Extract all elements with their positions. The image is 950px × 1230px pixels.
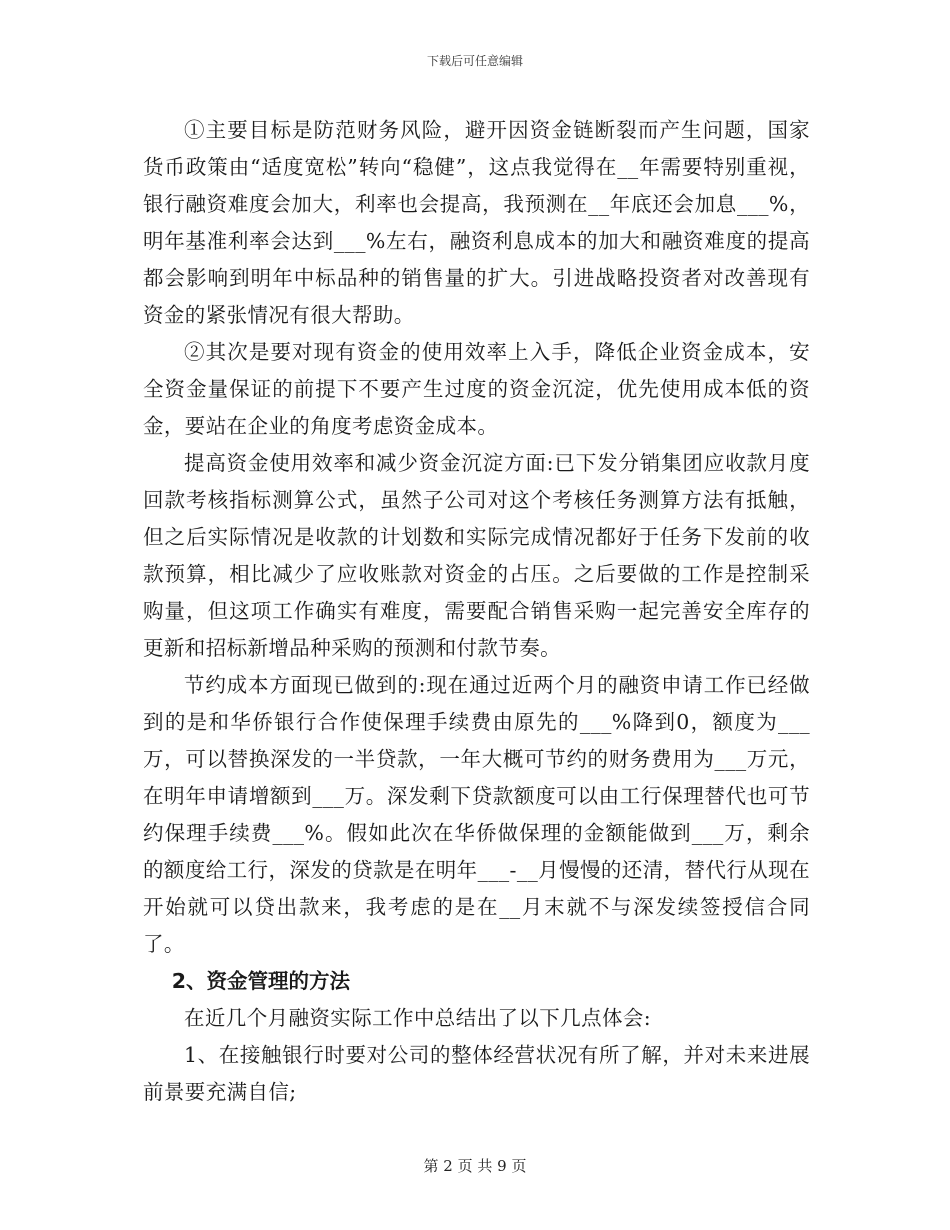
paragraph-point-1: 1、在接触银行时要对公司的整体经营状况有所了解，并对未来进展前景要充满自信; (143, 1043, 810, 1104)
page-number: 第 2 页 共 9 页 (423, 1157, 527, 1175)
paragraph-fund-efficiency: ②其次是要对现有资金的使用效率上入手，降低企业资金成本，安全资金量保证的前提下不要产生过度的资金沉淀，优先使用成本低的资金，要站在企业的角度考虑资金成本。 (143, 340, 810, 438)
paragraph-risk-goal: ①主要目标是防范财务风险，避开因资金链断裂而产生问题，国家货币政策由“适度宽松”转向“稳健”，这点我觉得在__年需要特别重视，银行融资难度会加大，利率也会提高，我预测在__年底还会加息___%，明年基准利率会达到___%左右，融资利息成本的加大和融资难度的提高都会影响到明年中标品种的销售量的扩大。引进战略投资者对改善现有资金的紧张情况有很大帮助。 (143, 118, 810, 327)
document-body (143, 112, 810, 1111)
header-note: 下载后可任意编辑 (426, 54, 523, 68)
paragraph-summary-intro: 在近几个月融资实际工作中总结出了以下几点体会: (184, 1006, 652, 1030)
paragraph-cost-saving: 节约成本方面现已做到的:现在通过近两个月的融资申请工作已经做到的是和华侨银行合作使保理手续费由原先的___%降到0，额度为___万，可以替换深发的一半贷款，一年大概可节约的财务费用为___万元，在明年申请增额到___万。深发剩下贷款额度可以由工行保理替代也可节约保理手续费___%。假如此次在华侨做保理的金额能做到___万，剩余的额度给工行，深发的贷款是在明年___-__月慢慢的还清，替代行从现在开始就可以贷出款来，我考虑的是在__月末就不与深发续签授信合同了。 (143, 673, 810, 956)
section-heading: 2、资金管理的方法 (171, 969, 350, 993)
paragraph-reduce-sediment: 提高资金使用效率和减少资金沉淀方面:已下发分销集团应收款月度回款考核指标测算公式，虽然子公司对这个考核任务测算方法有抵触，但之后实际情况是收款的计划数和实际完成情况都好于任务下发前的收款预算，相比减少了应收账款对资金的占压。之后要做的工作是控制采购量，但这项工作确实有难度，需要配合销售采购一起完善安全库存的更新和招标新增品种采购的预测和付款节奏。 (143, 451, 810, 660)
